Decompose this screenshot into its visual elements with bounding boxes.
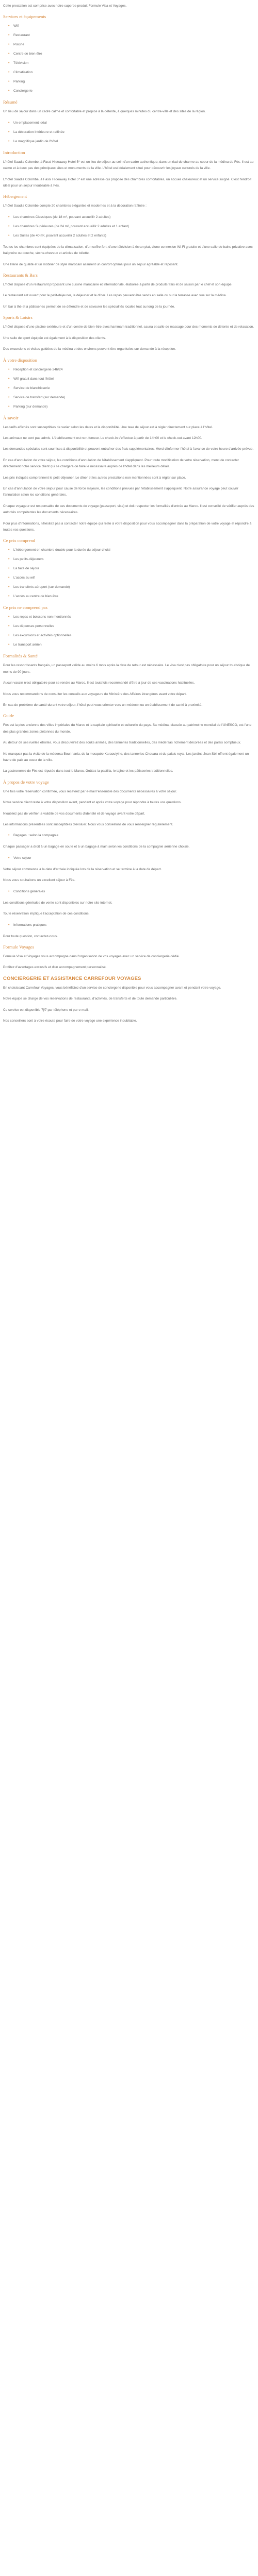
list-item: • Parking	[8, 79, 255, 85]
propos-list	[3, 855, 255, 861]
list-item: • Les chambres Supérieures (de 24 m², pouvant accueillir 2 adultes et 1 enfant)	[8, 224, 255, 230]
bullet-icon: •	[8, 856, 10, 860]
list-item: • Piscine	[8, 42, 255, 48]
bullet-icon: •	[8, 377, 10, 381]
bullet-icon: •	[8, 595, 10, 599]
sports-text: Des excursions et visites guidées de la médina et des environs peuvent être organisées sur demande à la réception.	[3, 347, 176, 351]
sports-title: Sports & Loisirs	[3, 315, 33, 320]
propos-list	[3, 922, 255, 928]
bullet-icon: •	[8, 233, 10, 238]
bullet-icon: •	[8, 585, 10, 589]
list-item: • L'hébergement en chambre double pour la durée du séjour choisi	[8, 547, 255, 553]
propos-text: Les informations présentées sont susceptibles d'évoluer. Nous vous conseillons de vous renseigner régulièrement.	[3, 823, 173, 827]
formule-text: Profitez d'avantages exclusifs et d'un accompagnement personnalisé.	[3, 965, 107, 970]
formalites-text: Nous vous recommandons de consulter les conseils aux voyageurs du Ministère des Affaires étrangères avant votre départ.	[3, 692, 187, 696]
sports-text: L'hôtel dispose d'une piscine extérieure et d'un centre de bien-être avec hammam traditionnel, sauna et salle de massage pour des moments de détente et de relaxation.	[3, 325, 254, 329]
noncompris-title: Ce prix ne comprend pas	[3, 605, 47, 611]
bullet-icon: •	[8, 634, 10, 638]
restaurants-text: L'hôtel dispose d'un restaurant proposant une cuisine marocaine et internationale, élaborée à partir de produits frais et de saison par le chef et son équipe.	[3, 283, 233, 287]
resume-list	[3, 120, 255, 145]
list-item: • Le magnifique jardin de l'hôtel	[8, 139, 255, 145]
bullet-icon: •	[8, 557, 10, 562]
page-content	[0, 0, 258, 1024]
list-item: • Les dépenses personnelles	[8, 623, 255, 630]
noncompris-list	[3, 614, 255, 648]
list-item: • Centre de bien être	[8, 51, 255, 57]
savoir-text: Les demandes spéciales sont soumises à disponibilité et peuvent entraîner des frais supplémentaires. Merci d'informer l'hôtel à l'avance de votre heure d'arrivée prévue.	[3, 447, 254, 451]
bullet-icon: •	[8, 576, 10, 580]
bullet-icon: •	[8, 889, 10, 893]
propos-text: Notre service client reste à votre disposition avant, pendant et après votre voyage pour répondre à toutes vos questions.	[3, 801, 182, 805]
list-item: • La taxe de séjour	[8, 566, 255, 572]
propos-text: N'oubliez pas de vérifier la validité de vos documents d'identité et de voyage avant votre départ.	[3, 811, 146, 816]
list-item: • Wifi	[8, 23, 255, 29]
propos-text: Chaque passager a droit à un bagage en soute et à un bagage à main selon les conditions de la compagnie aérienne choisie.	[3, 845, 190, 849]
resume-title: Résumé	[3, 99, 18, 105]
hebergement-list	[3, 214, 255, 239]
prix-title: Ce prix comprend	[3, 538, 36, 544]
conciergerie-text: Nos conseillers sont à votre écoute pour faire de votre voyage une expérience inoubliable.	[3, 1019, 137, 1023]
list-item: • Parking (sur demande)	[8, 404, 255, 410]
savoir-title: À savoir	[3, 415, 19, 420]
list-item: • Les petits-déjeuners	[8, 556, 255, 563]
propos-text: Votre séjour commence à la date d'arrivée indiquée lors de la réservation et se termine à la date de départ.	[3, 867, 162, 871]
bullet-icon: •	[8, 367, 10, 371]
services-title: Services et équipements	[3, 14, 46, 20]
services-list	[3, 23, 255, 94]
list-item: • Wifi gratuit dans tout l'hôtel	[8, 376, 255, 382]
list-item: • Un emplacement idéal	[8, 120, 255, 126]
bullet-icon: •	[8, 834, 10, 838]
bullet-icon: •	[8, 71, 10, 75]
hebergement-text: Toutes les chambres sont équipées de la climatisation, d'un coffre-fort, d'une télévision à écran plat, d'une connexion Wi-Fi gratuite et d'une salle de bains privative avec baignoire ou douche, sèche-cheveux et articles de toilette.	[3, 245, 253, 256]
bullet-icon: •	[8, 130, 10, 134]
conciergerie-title: CONCIERGERIE ET ASSISTANCE CARREFOUR VOYAGES	[3, 975, 141, 981]
introduction-title: Introduction	[3, 149, 25, 155]
guide-text: La gastronomie de Fès est réputée dans tout le Maroc. Goûtez la pastilla, le tajine et les pâtisseries traditionnelles.	[3, 769, 173, 773]
bullet-icon: •	[8, 624, 10, 629]
restaurants-title: Restaurants & Bars	[3, 273, 38, 278]
list-item: • Restaurant	[8, 32, 255, 39]
bullet-icon: •	[8, 404, 10, 409]
guide-text: Fès est la plus ancienne des villes impériales du Maroc et la capitale spirituelle et culturelle du pays. Sa médina, classée au patrimoine mondial de l'UNESCO, est l'une des plus grandes zones piétonnes du monde.	[3, 723, 252, 734]
formule-text: Formule Visa et Voyages vous accompagne dans l'organisation de vos voyages avec un service de conciergerie dédié.	[3, 954, 180, 958]
propos-list	[3, 833, 255, 839]
bullet-icon: •	[8, 61, 10, 65]
list-item: • Votre séjour	[8, 855, 255, 861]
savoir-text: Les prix indiqués comprennent le petit-déjeuner. Le dîner et les autres prestations non mentionnées sont à régler sur place.	[3, 476, 186, 480]
savoir-text: Pour plus d'informations, n'hésitez pas à contacter notre équipe qui reste à votre disposition pour vous accompagner dans la préparation de votre voyage et répondre à toutes vos questions.	[3, 521, 252, 532]
intro-text: Cette prestation est comprise avec notre superbe produit Formule Visa et Voyages.	[3, 4, 127, 8]
propos-text: Pour toute question, contactez-nous.	[3, 934, 58, 938]
bullet-icon: •	[8, 139, 10, 143]
conciergerie-text: Ce service est disponible 7j/7 par téléphone et par e-mail.	[3, 1008, 89, 1012]
formalites-title: Formalités & Santé	[3, 653, 38, 659]
list-item: • La décoration intérieure et raffinée	[8, 129, 255, 135]
bullet-icon: •	[8, 52, 10, 56]
savoir-text: Chaque voyageur est responsable de ses documents de voyage (passeport, visa) et doit respecter les formalités d'entrée au Maroc. Il est conseillé de vérifier auprès des autorités compétentes les documents nécessaires.	[3, 504, 254, 515]
list-item: • Réception et conciergerie 24h/24	[8, 367, 255, 373]
introduction-text: L'hôtel Saadia Colombe, à Fassi Hideaway Hotel 5* est un lieu de séjour au sein d'un cadre authentique, dans un riad de charme au coeur de la médina de Fès. Il est au calme et à deux pas des principaux sites et monuments de la ville. L'hôtel est idéalement situé pour découvrir les joyaux culturels de la ville.	[3, 160, 254, 171]
bullet-icon: •	[8, 615, 10, 619]
list-item: • Service de transfert (sur demande)	[8, 395, 255, 401]
list-item: • Le transport aérien	[8, 642, 255, 648]
formalites-text: Aucun vaccin n'est obligatoire pour se rendre au Maroc. Il est toutefois recommandé d'être à jour de ses vaccinations habituelles.	[3, 681, 195, 685]
propos-text: Toute réservation implique l'acceptation de ces conditions.	[3, 912, 90, 916]
propos-text: Les conditions générales de vente sont disponibles sur notre site internet.	[3, 901, 112, 905]
conciergerie-text: Notre équipe se charge de vos réservations de restaurants, d'activités, de transferts et de toute demande particulière.	[3, 997, 178, 1001]
hebergement-text: Une literie de qualité et un mobilier de style marocain assurent un confort optimal pour un séjour agréable et reposant.	[3, 262, 179, 266]
list-item: • Service de blanchisserie	[8, 385, 255, 392]
list-item: • Climatisation	[8, 70, 255, 76]
formalites-text: En cas de problème de santé durant votre séjour, l'hôtel peut vous orienter vers un médecin ou un établissement de santé à proximité.	[3, 703, 203, 707]
list-item: • Conditions générales	[8, 889, 255, 895]
bullet-icon: •	[8, 386, 10, 390]
list-item: • Les chambres Classiques (de 18 m², pouvant accueillir 2 adultes)	[8, 214, 255, 221]
bullet-icon: •	[8, 643, 10, 647]
list-item: • Les transferts aéroport (sur demande)	[8, 584, 255, 590]
list-item: • Les Suites (de 40 m², pouvant accueillir 2 adultes et 2 enfants)	[8, 233, 255, 239]
bullet-icon: •	[8, 215, 10, 219]
list-item: • Informations pratiques	[8, 922, 255, 928]
guide-text: Ne manquez pas la visite de la médersa Bou Inania, de la mosquée Karaouiyine, des tanneries Chouara et du palais royal. Les jardins Jnan Sbil offrent également un havre de paix au coeur de la ville.	[3, 752, 249, 762]
propos-title: À propos de votre voyage	[3, 779, 49, 785]
guide-title: Guide	[3, 713, 14, 719]
list-item: • L'accès au wifi	[8, 575, 255, 581]
guide-text: Au détour de ses ruelles étroites, vous découvrirez des souks animés, des tanneries traditionnelles, des médersas richement décorées et des palais somptueux.	[3, 741, 241, 745]
list-item: • Bagages : selon la compagnie	[8, 833, 255, 839]
prix-list	[3, 547, 255, 600]
formule-title: Formule Voyages	[3, 944, 35, 950]
hebergement-text: L'hôtel Saadia Colombe compte 20 chambres élégantes et modernes et à la décoration raffinée :	[3, 204, 147, 208]
bullet-icon: •	[8, 43, 10, 47]
savoir-text: En cas d'annulation de votre séjour pour cause de force majeure, les conditions prévues par l'établissement s'appliquent. Notre assurance voyage peut couvrir l'annulation selon les conditions générales.	[3, 486, 238, 497]
option-list	[3, 367, 255, 410]
conciergerie-text: En choisissant Carrefour Voyages, vous bénéficiez d'un service de conciergerie disponible pour vous accompagner avant et pendant votre voyage.	[3, 986, 221, 990]
bullet-icon: •	[8, 89, 10, 93]
savoir-text: Les animaux ne sont pas admis. L'établissement est non-fumeur. Le check-in s'effectue à partir de 14h00 et le check-out avant 12h00.	[3, 436, 202, 440]
list-item: • Conciergerie	[8, 88, 255, 94]
savoir-text: En cas d'annulation de votre séjour, les conditions d'annulation de l'établissement s'appliquent. Pour toute modification de votre réservation, merci de contacter directement notre service client qui se chargera de faire le nécessaire auprès de l'hôtel dans les meilleurs délais.	[3, 458, 239, 469]
list-item: • L'accès au centre de bien être	[8, 594, 255, 600]
bullet-icon: •	[8, 923, 10, 927]
propos-text: Nous vous souhaitons un excellent séjour à Fès.	[3, 878, 75, 883]
savoir-text: Les tarifs affichés sont susceptibles de varier selon les dates et la disponibilité. Une taxe de séjour est à régler directement sur place à l'hôtel.	[3, 425, 213, 429]
bullet-icon: •	[8, 121, 10, 125]
propos-list	[3, 889, 255, 895]
hebergement-title: Hébergement	[3, 194, 27, 199]
restaurants-text: Un bar à thé et à pâtisseries permet de se détendre et de savourer les spécialités locales tout au long de la journée.	[3, 304, 175, 309]
bullet-icon: •	[8, 33, 10, 38]
list-item: • Les repas et boissons non mentionnés	[8, 614, 255, 620]
bullet-icon: •	[8, 80, 10, 84]
list-item: • Télévision	[8, 60, 255, 66]
resume-text: Un lieu de séjour dans un cadre calme et confortable et propice à la détente, à quelques minutes du centre-ville et des sites de la région.	[3, 110, 206, 114]
option-title: À votre disposition	[3, 357, 37, 363]
formalites-text: Pour les ressortissants français, un passeport valide au moins 6 mois après la date de retour est nécessaire. Le visa n'est pas obligatoire pour un séjour touristique de moins de 90 jours.	[3, 664, 250, 674]
sports-text: Une salle de sport équipée est également à la disposition des clients.	[3, 336, 106, 340]
bullet-icon: •	[8, 224, 10, 228]
bullet-icon: •	[8, 395, 10, 399]
bullet-icon: •	[8, 24, 10, 28]
bullet-icon: •	[8, 567, 10, 571]
introduction-text: L'hôtel Saadia Colombe, à Fassi Hideaway Hotel 5* est une adresse qui propose des chambres confortables, un accueil chaleureux et un service soigné. C'est l'endroit idéal pour un séjour inoubliable à Fès.	[3, 177, 252, 188]
bullet-icon: •	[8, 548, 10, 552]
list-item: • Les excursions et activités optionnelles	[8, 633, 255, 639]
propos-text: Une fois votre réservation confirmée, vous recevrez par e-mail l'ensemble des documents nécessaires à votre séjour.	[3, 789, 177, 793]
restaurants-text: Le restaurant est ouvert pour le petit-déjeuner, le déjeuner et le dîner. Les repas peuvent être servis en salle ou sur la terrasse avec vue sur la médina.	[3, 294, 227, 298]
